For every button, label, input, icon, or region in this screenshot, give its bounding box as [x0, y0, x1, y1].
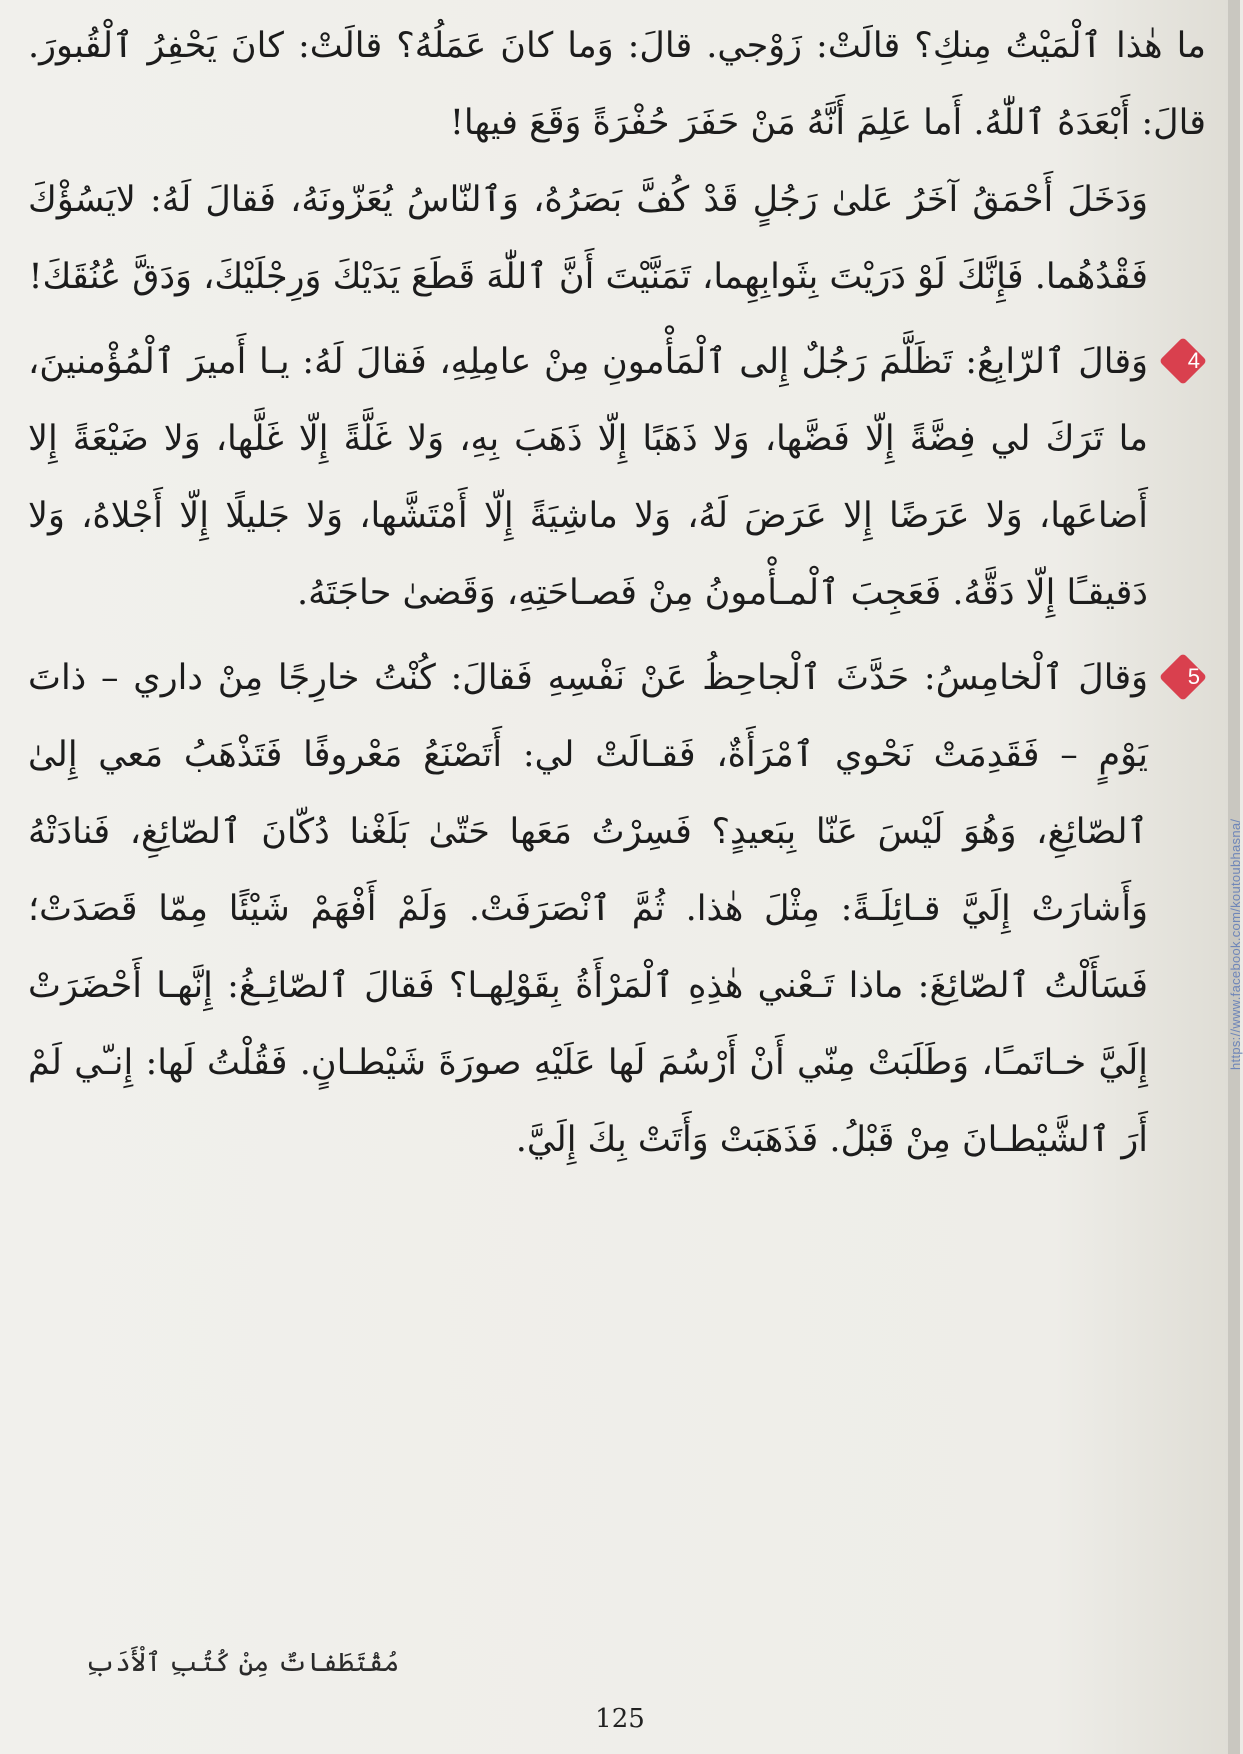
- paragraph-1: ما هٰذا ٱلْمَيْتُ مِنكِ؟ قالَتْ: زَوْجي. قالَ: وَما كانَ عَمَلُهُ؟ قالَتْ: كانَ يَحْفِرُ ٱلْقُبورَ. قالَ: أَبْعَدَهُ ٱللّٰهُ. أَما عَلِمَ أَنَّهُ مَنْ حَفَرَ حُفْرَةً وَقَعَ فيها!: [28, 26, 1206, 143]
- facebook-watermark: https://www.facebook.com/koutoubhasna/: [1228, 818, 1243, 1070]
- paragraph-3: وَقالَ ٱلرّابِعُ: تَظَلَّمَ رَجُلٌ إِلى ٱلْمَأْمونِ مِنْ عامِلِهِ، فَقالَ لَهُ: يـا أَميرَ ٱلْمُؤْمنينَ، ما تَرَكَ لي فِضَّةً إِلّا فَضَّها، وَلا ذَهَبًا إِلّا ذَهَبَ بِهِ، وَلا غَلَّةً إِلّا غَلَّها، وَلا ضَيْعَةً إِلا أَضاعَها، وَلا عَرَضًا إِلا عَرَضَ لَهُ، وَلا ماشِيَةً إِلّا أَمْتَشَّها، وَلا جَليلًا إِلّا أَجْلاهُ، وَلا دَقيقـًا إِلّا دَقَّهُ. فَعَجِبَ ٱلْمـأْمونُ مِنْ فَصـاحَتِهِ، وَقَضىٰ حاجَتَهُ.: [28, 342, 1148, 613]
- paragraph-4: وَقالَ ٱلْخامِسُ: حَدَّثَ ٱلْجاحِظُ عَنْ نَفْسِهِ فَقالَ: كُنْتُ خارِجًا مِنْ داري – ذاتَ يَوْمٍ – فَقَدِمَتْ نَحْوي ٱمْرَأَةٌ، فَقـالَتْ لي: أَتَصْنَعُ مَعْروفًا فَتَذْهَبُ مَعي إِلىٰ ٱلصّائِغِ، وَهُوَ لَيْسَ عَنّا بِبَعيدٍ؟ فَسِرْتُ مَعَها حَتّىٰ بَلَغْنا دُكّانَ ٱلصّائِغِ، فَنادَتْهُ وَأَشارَتْ إِلَيَّ قـائِلَـةً: مِثْلَ هٰذا. ثُمَّ ٱنْصَرَفَتْ. وَلَمْ أَفْهَمْ شَيْئًا مِمّا قَصَدَتْ؛ فَسَأَلْتُ ٱلصّائِغَ: ماذا تَـعْني هٰذِهِ ٱلْمَرْأَةُ بِقَوْلِهـا؟ فَقالَ ٱلصّائِـغُ: إِنَّهـا أَحْضَرَتْ إِلَيَّ خـاتَمـًا، وَطَلَبَتْ مِنّي أَنْ أَرْسُمَ لَها عَلَيْهِ صورَةَ شَيْطـانٍ. فَقُلْتُ لَها: إِنـّي لَمْ أَرَ ٱلشَّيْطـانَ مِنْ قَبْلُ. فَذَهَبَتْ وَأَتَتْ بِكَ إِلَيَّ.: [28, 658, 1148, 1160]
- section-4: [28, 324, 1206, 632]
- number-badge-5: 5: [1159, 653, 1207, 701]
- number-badge-4: 4: [1159, 337, 1207, 385]
- section-5: [28, 640, 1206, 1179]
- body-text: [28, 8, 1206, 1179]
- page-number: 125: [595, 1704, 645, 1734]
- paragraph-2: وَدَخَلَ أَحْمَقُ آخَرُ عَلىٰ رَجُلٍ قَدْ كُفَّ بَصَرُهُ، وَٱلنّاسُ يُعَزّونَهُ، فَقالَ لَهُ: لايَسُؤْكَ فَقْدُهُما. فَإِنَّكَ لَوْ دَرَيْتَ بِثَوابِهِما، تَمَنَّيْتَ أَنَّ ٱللّٰهَ قَطَعَ يَدَيْكَ وَرِجْلَيْكَ، وَدَقَّ عُنُقَكَ!: [28, 180, 1148, 297]
- source-caption: مُقْتَطَفاتٌ مِنْ كُتُبِ ٱلْأَدَبِ: [85, 1648, 400, 1678]
